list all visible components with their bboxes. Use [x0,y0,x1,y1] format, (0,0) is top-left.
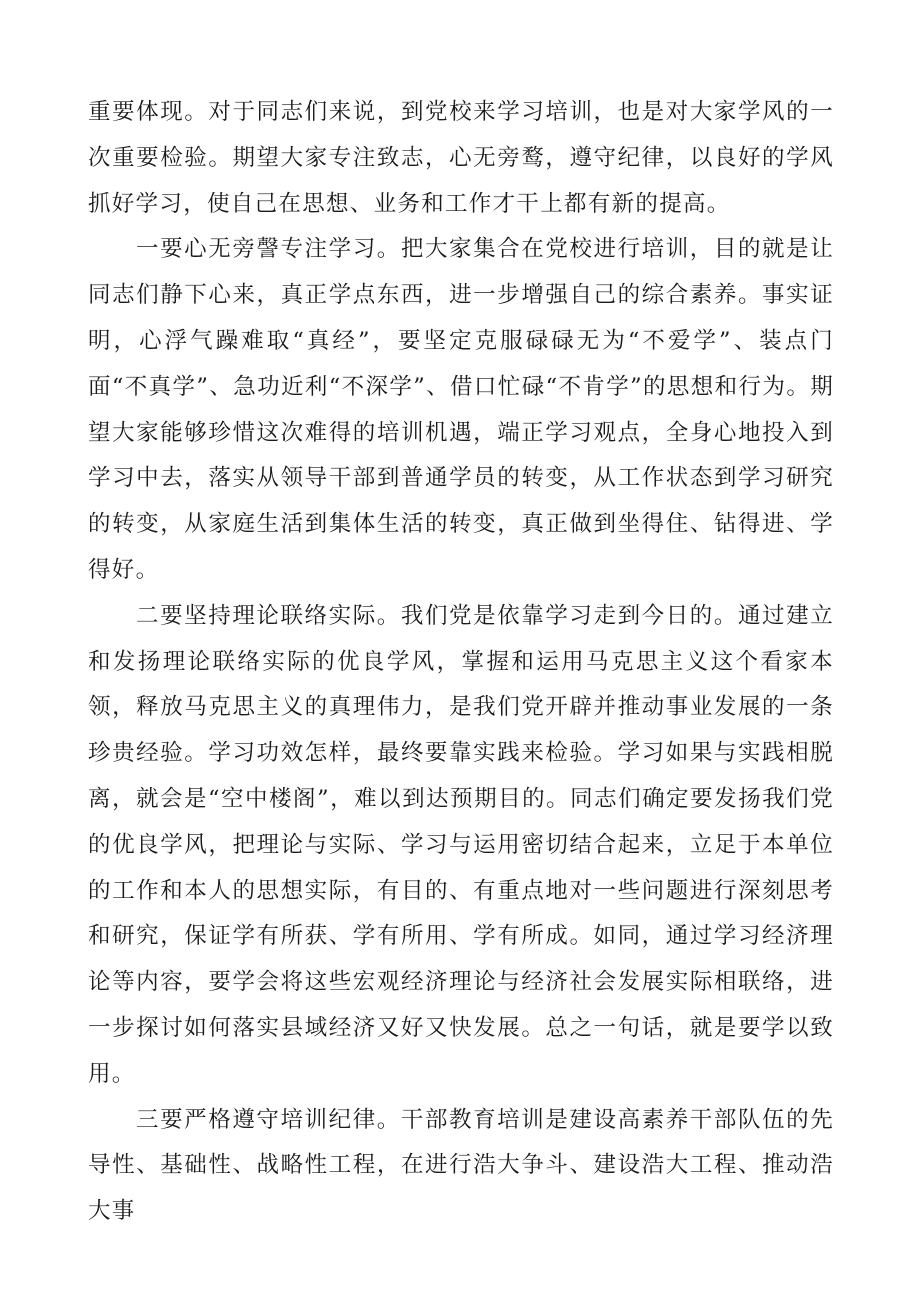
paragraph-1: 重要体现。对于同志们来说，到党校来学习培训，也是对大家学风的一次重要检验。期望大家专注致志，心无旁鹜，遵守纪律，以良好的学风抓好学习，使自己在思想、业务和工作才干上都有新的提高。 [88,99,834,217]
paragraph-3: 二要坚持理论联络实际。我们党是依靠学习走到今日的。通过建立和发扬理论联络实际的优良学风，掌握和运用马克思主义这个看家本领，释放马克思主义的真理伟力，是我们党开辟并推动事业发展的一条珍贵经验。学习功效怎样，最终要靠实践来检验。学习如果与实践相脱离，就会是“空中楼阁”，难以到达预期目的。同志们确定要发扬我们党的优良学风，把理论与实际、学习与运用密切结合起来，立足于本单位的工作和本人的思想实际，有目的、有重点地对一些问题进行深刻思考和研究，保证学有所获、学有所用、学有所成。如同，通过学习经济理论等内容，要学会将这些宏观经济理论与经济社会发展实际相联络，进一步探讨如何落实县域经济又好又快发展。总之一句话，就是要学以致用。 [88,602,834,1087]
document-body [88,90,834,1235]
paragraph-4: 三要严格遵守培训纪律。干部教育培训是建设高素养干部队伍的先导性、基础性、战略性工程，在进行浩大争斗、建设浩大工程、推动浩大事 [88,1106,834,1225]
paragraph-2: 一要心无旁謦专注学习。把大家集合在党校进行培训，目的就是让同志们静下心来，真正学点东西，进一步增强自己的综合素养。事实证明，心浮气躁难取“真经”，要坚定克服碌碌无为“不爱学”、装点门面“不真学”、急功近利“不深学”、借口忙碌“不肯学”的思想和行为。期望大家能够珍惜这次难得的培训机遇，端正学习观点，全身心地投入到学习中去，落实从领导干部到普通学员的转变，从工作状态到学习研究的转变，从家庭生活到集体生活的转变，真正做到坐得住、钻得进、学得好。 [88,236,834,583]
